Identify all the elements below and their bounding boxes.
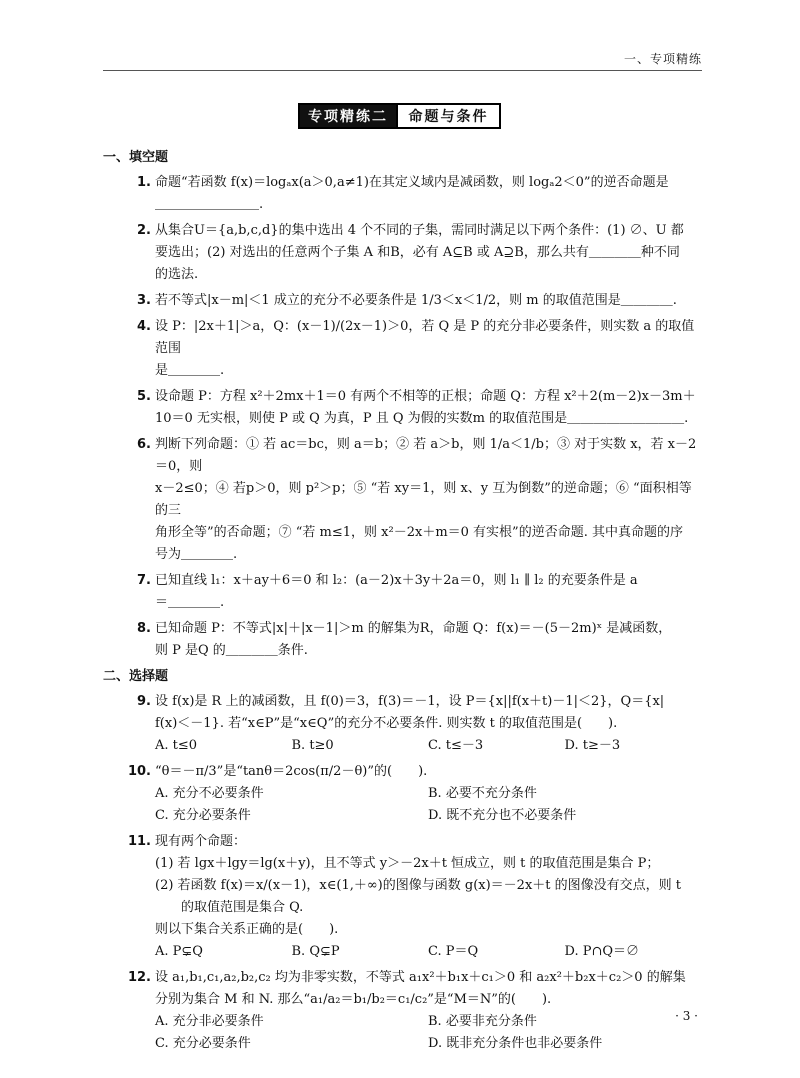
question-number: 8. (137, 621, 151, 636)
option-d: D. t≥－3 (564, 738, 621, 753)
exercise-body (103, 147, 701, 1059)
title-right: 命题与条件 (396, 105, 499, 127)
question-text: ＝＿＿＿＿. (155, 595, 225, 610)
question-text: 已知命题 P：不等式|x|＋|x－1|＞m 的解集为R，命题 Q：f(x)＝－(5－2m)ˣ 是减函数， (155, 621, 672, 636)
question-12 (103, 967, 701, 1055)
question-number: 7. (137, 573, 151, 588)
question-text: 号为＿＿＿＿. (155, 547, 238, 562)
question-5 (103, 386, 701, 430)
question-text: 设 f(x)是 R 上的减函数，且 f(0)＝3，f(3)＝－1，设 P＝{x||f(x＋t)－1|＜2}，Q＝{x| (155, 694, 665, 709)
options (155, 1011, 701, 1055)
question-text: 则以下集合关系正确的是( ). (155, 922, 339, 937)
title-banner (298, 103, 501, 129)
question-11 (103, 831, 701, 963)
question-text: x－2≤0；④ 若p＞0，则 p²＞p；⑤ “若 xy＝1，则 x、y 互为倒数”的逆命题；⑥ “面积相等的三 (155, 481, 692, 518)
option-c: C. 充分必要条件 (155, 1036, 251, 1051)
question-text: 10＝0 无实根，则使 P 或 Q 为真，P 且 Q 为假的实数m 的取值范围是＿＿＿＿＿＿＿＿＿. (155, 411, 689, 426)
option-b: B. 必要不充分条件 (428, 786, 537, 801)
options (155, 783, 701, 827)
question-7 (103, 570, 701, 614)
question-6 (103, 434, 701, 566)
question-text: 若不等式|x－m|＜1 成立的充分不必要条件是 1/3＜x＜1/2，则 m 的取值范围是＿＿＿＿. (155, 293, 677, 308)
question-3 (103, 290, 701, 312)
options (155, 735, 701, 757)
section-heading-fill: 一、填空题 (103, 150, 169, 165)
question-text: (1) 若 lgx＋lgy＝lg(x＋y)，且不等式 y＞－2x＋t 恒成立，则 t 的取值范围是集合 P； (155, 856, 660, 871)
question-text: 从集合U＝{a,b,c,d}的集中选出 4 个不同的子集，需同时满足以下两个条件：(1) ∅、U 都 (155, 223, 684, 238)
option-b: B. t≥0 (291, 738, 334, 753)
option-b: B. 必要非充分条件 (428, 1014, 537, 1029)
option-a: A. 充分非必要条件 (155, 1014, 264, 1029)
question-number: 5. (137, 389, 151, 404)
question-9 (103, 691, 701, 757)
option-c: C. 充分必要条件 (155, 808, 251, 823)
question-text: 设命题 P：方程 x²＋2mx＋1＝0 有两个不相等的正根；命题 Q：方程 x²＋2(m－2)x－3m＋ (155, 389, 696, 404)
question-text: 设 P：|2x＋1|＞a，Q：(x－1)/(2x－1)＞0，若 Q 是 P 的充分非必要条件，则实数 a 的取值范围 (155, 319, 695, 356)
question-number: 10. (127, 764, 151, 779)
question-text: “θ＝－π/3”是“tanθ＝2cos(π/2－θ)”的( ). (155, 764, 428, 779)
question-number: 12. (127, 970, 151, 985)
question-number: 9. (137, 694, 151, 709)
option-a: A. t≤0 (155, 738, 198, 753)
question-text: 角形全等”的否命题；⑦ “若 m≤1，则 x²－2x＋m＝0 有实根”的逆否命题. 其中真命题的序 (155, 525, 683, 540)
question-number: 3. (137, 293, 151, 308)
option-d: D. 既非充分条件也非必要条件 (428, 1036, 603, 1051)
option-d: D. 既不充分也不必要条件 (428, 808, 577, 823)
question-text: 分别为集合 M 和 N. 那么“a₁/a₂＝b₁/b₂＝c₁/c₂”是“M＝N”的( ). (155, 992, 552, 1007)
question-text: 现有两个命题： (155, 834, 247, 849)
question-text: (2) 若函数 f(x)＝x/(x－1)，x∈(1,＋∞)的图像与函数 g(x)＝－2x＋t 的图像没有交点，则 t (155, 878, 681, 893)
option-c: C. t≤－3 (428, 738, 484, 753)
question-text: 设 a₁,b₁,c₁,a₂,b₂,c₂ 均为非零实数，不等式 a₁x²＋b₁x＋c₁＞0 和 a₂x²＋b₂x＋c₂＞0 的解集 (155, 970, 686, 985)
option-a: A. P⊊Q (155, 944, 203, 959)
option-d: D. P∩Q＝∅ (564, 944, 640, 959)
question-text: 的取值范围是集合 Q. (181, 900, 304, 915)
question-text: 判断下列命题：① 若 ac＝bc，则 a＝b；② 若 a＞b，则 1/a＜1/b；③ 对于实数 x，若 x－2＝0，则 (155, 437, 697, 474)
question-10 (103, 761, 701, 827)
options (155, 941, 701, 963)
question-text: 则 P 是Q 的＿＿＿＿条件. (155, 643, 308, 658)
question-number: 4. (137, 319, 151, 334)
question-number: 2. (137, 223, 151, 238)
question-2 (103, 220, 701, 286)
question-4 (103, 316, 701, 382)
section-heading-choice: 二、选择题 (103, 669, 169, 684)
question-number: 1. (137, 175, 151, 190)
running-header: 一、专项精练 (623, 52, 702, 66)
question-text: 的选法. (155, 267, 199, 282)
option-a: A. 充分不必要条件 (155, 786, 264, 801)
question-text: 命题“若函数 f(x)＝logₐx(a＞0,a≠1)在其定义域内是减函数，则 logₐ2＜0”的逆否命题是 (155, 175, 669, 190)
option-b: B. Q⊊P (291, 944, 340, 959)
question-text: 要选出；(2) 对选出的任意两个子集 A 和B，必有 A⊆B 或 A⊇B，那么共有＿＿＿＿种不同 (155, 245, 680, 260)
title-left: 专项精练二 (300, 105, 396, 127)
option-c: C. P＝Q (428, 944, 479, 959)
question-text: f(x)＜－1}. 若“x∈P”是“x∈Q”的充分不必要条件. 则实数 t 的取值范围是( ). (155, 716, 618, 731)
question-8 (103, 618, 701, 662)
question-number: 6. (137, 437, 151, 452)
header-rule (103, 70, 702, 71)
question-text: 是＿＿＿＿. (155, 363, 225, 378)
page-number: · 3 · (675, 1009, 698, 1023)
question-text: 已知直线 l₁：x＋ay＋6＝0 和 l₂：(a－2)x＋3y＋2a＝0，则 l₁ ∥ l₂ 的充要条件是 a (155, 573, 638, 588)
question-1 (103, 172, 701, 216)
question-text: ＿＿＿＿＿＿＿＿. (155, 197, 264, 212)
question-number: 11. (127, 834, 151, 849)
